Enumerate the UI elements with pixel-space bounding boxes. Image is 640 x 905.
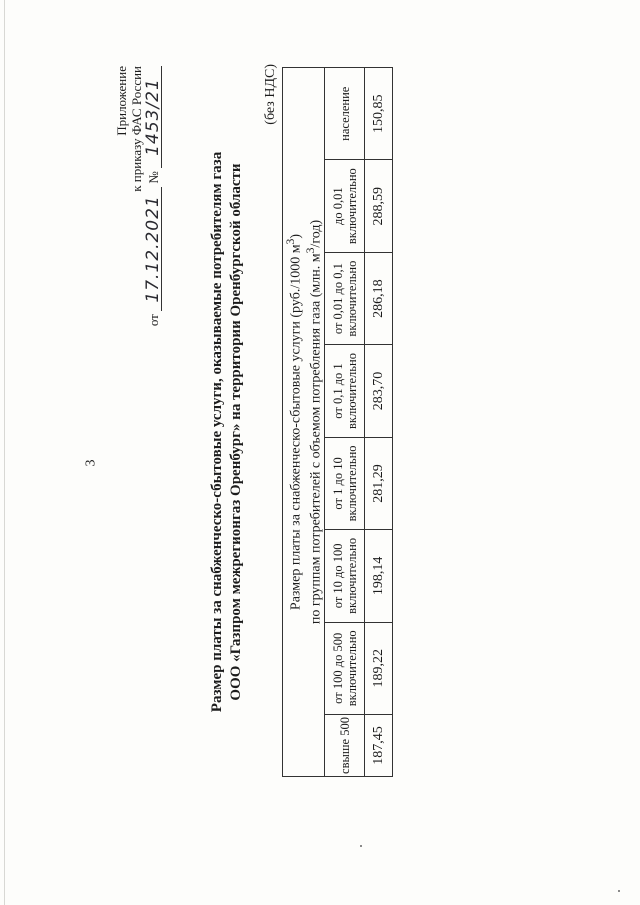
appendix-block (114, 66, 162, 396)
document-title (208, 52, 246, 812)
column-header: от 1 до 10 включительно (325, 437, 365, 529)
appendix-label: Приложение (114, 66, 129, 136)
column-header: до 0,01 включительно (325, 160, 365, 252)
scan-speck (618, 890, 620, 892)
column-header: от 0,1 до 1 включительно (325, 345, 365, 437)
table-cell: 286,18 (365, 252, 393, 344)
table-cell: 281,29 (365, 437, 393, 529)
main-header-line-1: Размер платы за снабженческо-сбытовые услуги (руб./1000 $м^3$) (284, 233, 304, 611)
column-header: свыше 500 (325, 715, 365, 777)
table-cell: 150,85 (365, 68, 393, 160)
appendix-order: к приказу ФАС России (129, 66, 144, 192)
main-header-line-2: по группам потребителей с объемом потребления газа (млн. $м^3/год$) (303, 219, 324, 625)
scan-speck (360, 845, 362, 847)
appendix-date-number-line (145, 66, 162, 396)
values-row (365, 68, 393, 777)
number-prefix: № (146, 171, 161, 184)
column-header: от 100 до 500 включительно (325, 622, 365, 714)
table-cell: 288,59 (365, 160, 393, 252)
column-headers-row (325, 68, 365, 777)
vat-note: (без НДС) (263, 64, 278, 125)
title-line-1: Размер платы за снабженческо-сбытовые услуги, оказываемые потребителям газа (209, 151, 225, 713)
tariff-table (282, 67, 393, 777)
table-cell: 187,45 (365, 715, 393, 777)
handwritten-date: 17.12.2021 (145, 187, 162, 311)
rotated-content (110, 62, 530, 842)
table-cell: 189,22 (365, 622, 393, 714)
page-number: 3 (83, 459, 99, 467)
table-cell: 283,70 (365, 345, 393, 437)
title-line-2: ООО «Газпром межрегионгаз Оренбург» на территории Оренбургской области (228, 163, 244, 701)
column-header: население (325, 68, 365, 160)
from-prefix: от (146, 314, 161, 327)
handwritten-number: 1453/21 (145, 66, 162, 168)
column-header: от 0,01 до 0,1 включительно (325, 252, 365, 344)
table-main-header (283, 68, 325, 777)
table-cell: 198,14 (365, 530, 393, 622)
column-header: от 10 до 100 включительно (325, 530, 365, 622)
